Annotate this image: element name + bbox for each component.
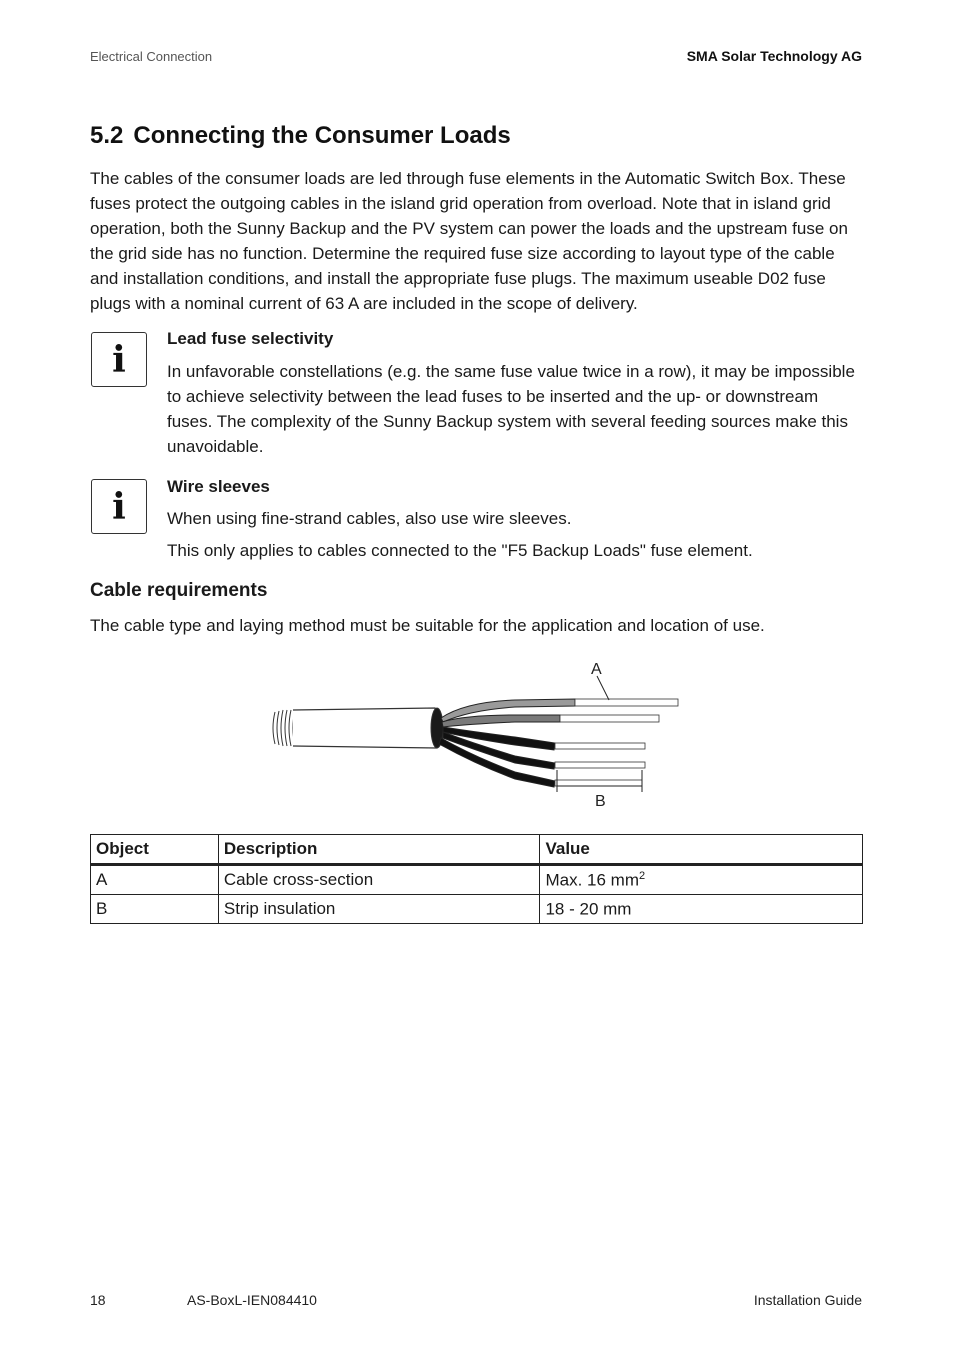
cable-spec-table — [90, 834, 863, 924]
value-text: Max. 16 mm — [545, 870, 639, 890]
info-icon — [91, 332, 147, 387]
table-header-description: Description — [218, 835, 540, 865]
cable-jacket — [293, 708, 441, 748]
cable-diagram — [265, 652, 695, 817]
label-a: A — [591, 661, 602, 678]
info-icon-glyph: i — [112, 485, 126, 528]
table-cell-object: B — [91, 895, 219, 924]
header-company: SMA Solar Technology AG — [686, 48, 862, 64]
label-a-leader — [597, 676, 609, 700]
label-b: B — [595, 793, 606, 810]
table-header-object: Object — [91, 835, 219, 865]
stripped-end-a — [575, 699, 678, 706]
cable-requirements-heading: Cable requirements — [90, 580, 268, 601]
table-row — [91, 895, 863, 924]
info-icon-glyph: i — [112, 338, 126, 381]
cable-jacket-end — [273, 710, 295, 746]
table-header-row — [91, 835, 863, 865]
header-section-label: Electrical Connection — [90, 49, 213, 64]
table-cell-description: Strip insulation — [218, 895, 540, 924]
table-cell-value — [540, 895, 863, 924]
section-title — [90, 122, 511, 150]
value-text: 18 - 20 mm — [545, 899, 632, 919]
note-text-wire-sleeves-2: This only applies to cables connected to the "F5 Backup Loads" fuse element. — [167, 541, 753, 560]
table-row — [91, 865, 863, 895]
note-title-wire-sleeves: Wire sleeves — [167, 477, 270, 496]
section-title-text: Connecting the Consumer Loads — [133, 122, 511, 149]
footer-doc-id: AS-BoxL-IEN084410 — [187, 1292, 317, 1308]
intro-paragraph: The cables of the consumer loads are led through fuse elements in the Automatic Switch Box. These fuses protect the outgoing cables in the island grid operation from overload. Note that in island grid operation, both the Sunny Backup and the PV system can power the loads and the upstream fuse on the grid side has no function. Determine the required fuse size according to layout type of the cable and installation conditions, and install the appropriate fuse plugs. The maximum useable D02 fuse plugs with a nominal current of 63 A are included in the scope of delivery. — [90, 169, 848, 313]
stripped-end-4 — [555, 762, 645, 768]
note-text-lead-fuse: In unfavorable constellations (e.g. the same fuse value twice in a row), it may be impossible to achieve selectivity between the lead fuses to be inserted and the up- or downstream fuses. The complexity of the Sunny Backup system with several feeding sources make this unavoidable. — [167, 362, 855, 456]
stripped-end-3 — [555, 743, 645, 749]
note-text-wire-sleeves-1: When using fine-strand cables, also use wire sleeves. — [167, 509, 572, 528]
table-cell-description: Cable cross-section — [218, 865, 540, 895]
stripped-end-5 — [555, 780, 642, 786]
footer-page-number: 18 — [90, 1292, 106, 1308]
stripped-end-2 — [560, 715, 659, 722]
note-title-lead-fuse: Lead fuse selectivity — [167, 329, 334, 348]
table-cell-value — [540, 865, 863, 895]
section-number: 5.2 — [90, 122, 124, 149]
value-superscript: 2 — [639, 869, 646, 882]
cable-requirements-text: The cable type and laying method must be suitable for the application and location of use. — [90, 616, 765, 635]
table-cell-object: A — [91, 865, 219, 895]
footer-doc-type: Installation Guide — [753, 1292, 862, 1308]
table-header-value: Value — [540, 835, 863, 865]
conductor-2 — [442, 715, 560, 727]
info-icon — [91, 479, 147, 534]
